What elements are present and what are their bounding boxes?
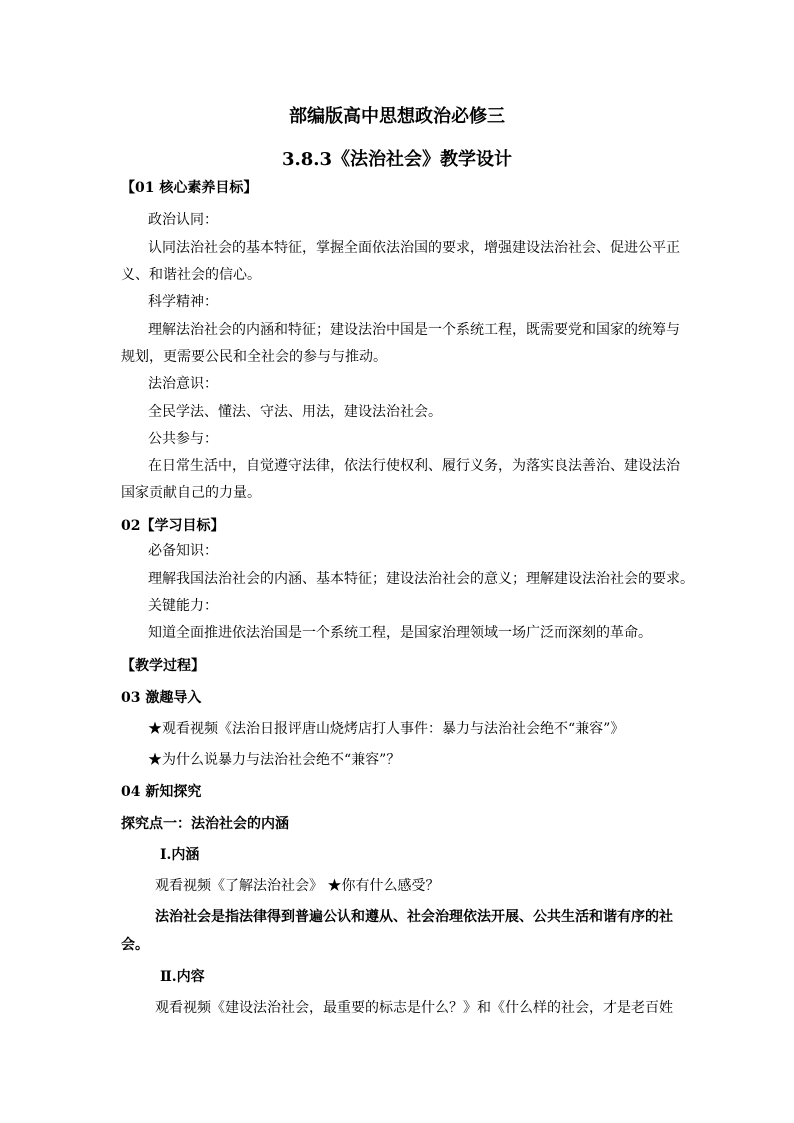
paragraph-public-participation-2: 国家贡献自己的力量。 [121,485,261,501]
paragraph-scientific-spirit-1: 理解法治社会的内涵和特征；建设法治中国是一个系统工程，既需要党和国家的统筹与 [148,322,680,338]
paragraph-public-participation-1: 在日常生活中，自觉遵守法律，依法行使权利、履行义务，为落实良法善治、建设法治 [148,458,680,474]
label-public-participation: 公共参与： [148,431,218,447]
paragraph-connotation-video: 观看视频《了解法治社会》 ★你有什么感受？ [155,878,440,894]
paragraph-rule-of-law-awareness: 全民学法、懂法、守法、用法，建设法治社会。 [148,404,442,420]
paragraph-political-identity-2: 义、和谐社会的信心。 [121,267,261,283]
paragraph-scientific-spirit-2: 规划，更需要公民和全社会的参与与推动。 [121,349,387,365]
label-rule-of-law-awareness: 法治意识： [148,376,218,392]
label-key-ability: 关键能力： [148,598,218,614]
list-item-video: ★观看视频《法治日报评唐山烧烤店打人事件：暴力与法治社会绝不“兼容”》 [148,721,625,737]
list-item-question: ★为什么说暴力与法治社会绝不“兼容”？ [148,752,401,768]
section-heading-teaching-process: 【教学过程】 [121,658,205,674]
document-title: 部编版高中思想政治必修三 [289,106,505,127]
subheading-connotation: Ⅰ.内涵 [160,847,200,863]
subheading-content: Ⅱ.内容 [160,969,205,985]
label-political-identity: 政治认同： [148,212,218,228]
exploration-point-1-heading: 探究点一：法治社会的内涵 [121,816,289,832]
section-heading-04: 04 新知探究 [121,784,202,800]
section-heading-02: 02【学习目标】 [121,518,225,534]
paragraph-content-video: 观看视频《建设法治社会，最重要的标志是什么？》和《什么样的社会，才是老百姓 [155,1000,673,1016]
paragraph-essential-knowledge: 理解我国法治社会的内涵、基本特征；建设法治社会的意义；理解建设法治社会的要求。 [148,571,694,587]
paragraph-key-ability: 知道全面推进依法治国是一个系统工程，是国家治理领域一场广泛而深刻的革命。 [148,625,652,641]
section-heading-01: 【01 核心素养目标】 [121,180,258,196]
document-subtitle: 3.8.3《法治社会》教学设计 [281,149,513,170]
paragraph-definition-2: 会。 [121,937,149,953]
section-heading-03: 03 激趣导入 [121,690,202,706]
paragraph-definition-1: 法治社会是指法律得到普遍公认和遵从、社会治理依法开展、公共生活和谐有序的社 [155,909,673,925]
label-scientific-spirit: 科学精神： [148,294,218,310]
paragraph-political-identity-1: 认同法治社会的基本特征，掌握全面依法治国的要求，增强建设法治社会、促进公平正 [148,240,680,256]
label-essential-knowledge: 必备知识： [148,543,218,559]
